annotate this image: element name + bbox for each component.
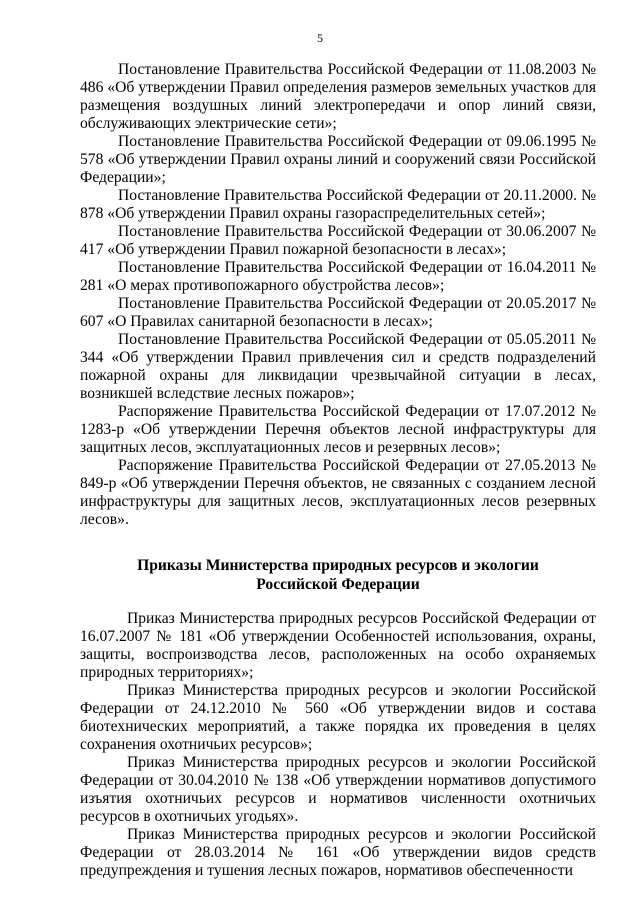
decree-paragraph: Постановление Правительства Российской Федерации от 09.06.1995 № 578 «Об утверждении Правил охраны линий и сооружений связи Российской Федерации»; xyxy=(80,133,596,186)
decree-paragraph: Постановление Правительства Российской Федерации от 11.08.2003 № 486 «Об утверждении Правил определения размеров земельных участков для размещения воздушных линий электропередачи и опор линий связи, обслуживающих электрические сети»; xyxy=(80,61,596,132)
order-paragraph: Распоряжение Правительства Российской Федерации от 27.05.2013 № 849-р «Об утверждении Перечня объектов, не связанных с созданием лесной инфраструктуры для защитных лесов, эксплуатационных лесов резервных лесов». xyxy=(80,457,596,528)
decree-paragraph: Постановление Правительства Российской Федерации от 05.05.2011 № 344 «Об утверждении Правил привлечения сил и средств подразделений пожарной охраны для ликвидации чрезвычайной ситуации в лесах, возникшей вследствие лесных пожаров»; xyxy=(80,331,596,402)
ministry-order-paragraph: Приказ Министерства природных ресурсов и экологии Российской Федерации от 30.04.2010 № 138 «Об утверждении нормативов допустимого изъятия охотничьих ресурсов и нормативов численности охотничьих ресурсов в охотничьих угодьях». xyxy=(80,754,596,825)
decree-paragraph: Постановление Правительства Российской Федерации от 16.04.2011 № 281 «О мерах противопожарного обустройства лесов»; xyxy=(80,259,596,294)
section-heading xyxy=(80,556,596,594)
document-body xyxy=(80,61,596,880)
page-number: 5 xyxy=(317,31,323,45)
section-heading-line: Российской Федерации xyxy=(256,576,420,593)
ministry-order-paragraph: Приказ Министерства природных ресурсов Российской Федерации от 16.07.2007 № 181 «Об утверждении Особенностей использования, охраны, защиты, воспроизводства лесов, расположенных на особо охраняемых природных территориях»; xyxy=(80,610,596,681)
decree-paragraph: Постановление Правительства Российской Федерации от 20.05.2017 № 607 «О Правилах санитарной безопасности в лесах»; xyxy=(80,295,596,330)
ministry-order-paragraph: Приказ Министерства природных ресурсов и экологии Российской Федерации от 24.12.2010 № 560 «Об утверждении видов и состава биотехнических мероприятий, а также порядка их проведения в целях сохранения охотничьих ресурсов»; xyxy=(80,682,596,753)
ministry-order-paragraph: Приказ Министерства природных ресурсов и экологии Российской Федерации от 28.03.2014 № 161 «Об утверждении видов средств предупреждения и тушения лесных пожаров, нормативов обеспеченности xyxy=(80,826,596,879)
order-paragraph: Распоряжение Правительства Российской Федерации от 17.07.2012 № 1283-р «Об утверждении Перечня объектов лесной инфраструктуры для защитных лесов, эксплуатационных лесов и резервных лесов»; xyxy=(80,403,596,456)
decree-paragraph: Постановление Правительства Российской Федерации от 20.11.2000. № 878 «Об утверждении Правил охраны газораспределительных сетей»; xyxy=(80,187,596,222)
section-heading-line: Приказы Министерства природных ресурсов и экологии xyxy=(137,557,539,574)
decree-paragraph: Постановление Правительства Российской Федерации от 30.06.2007 № 417 «Об утверждении Правил пожарной безопасности в лесах»; xyxy=(80,223,596,258)
